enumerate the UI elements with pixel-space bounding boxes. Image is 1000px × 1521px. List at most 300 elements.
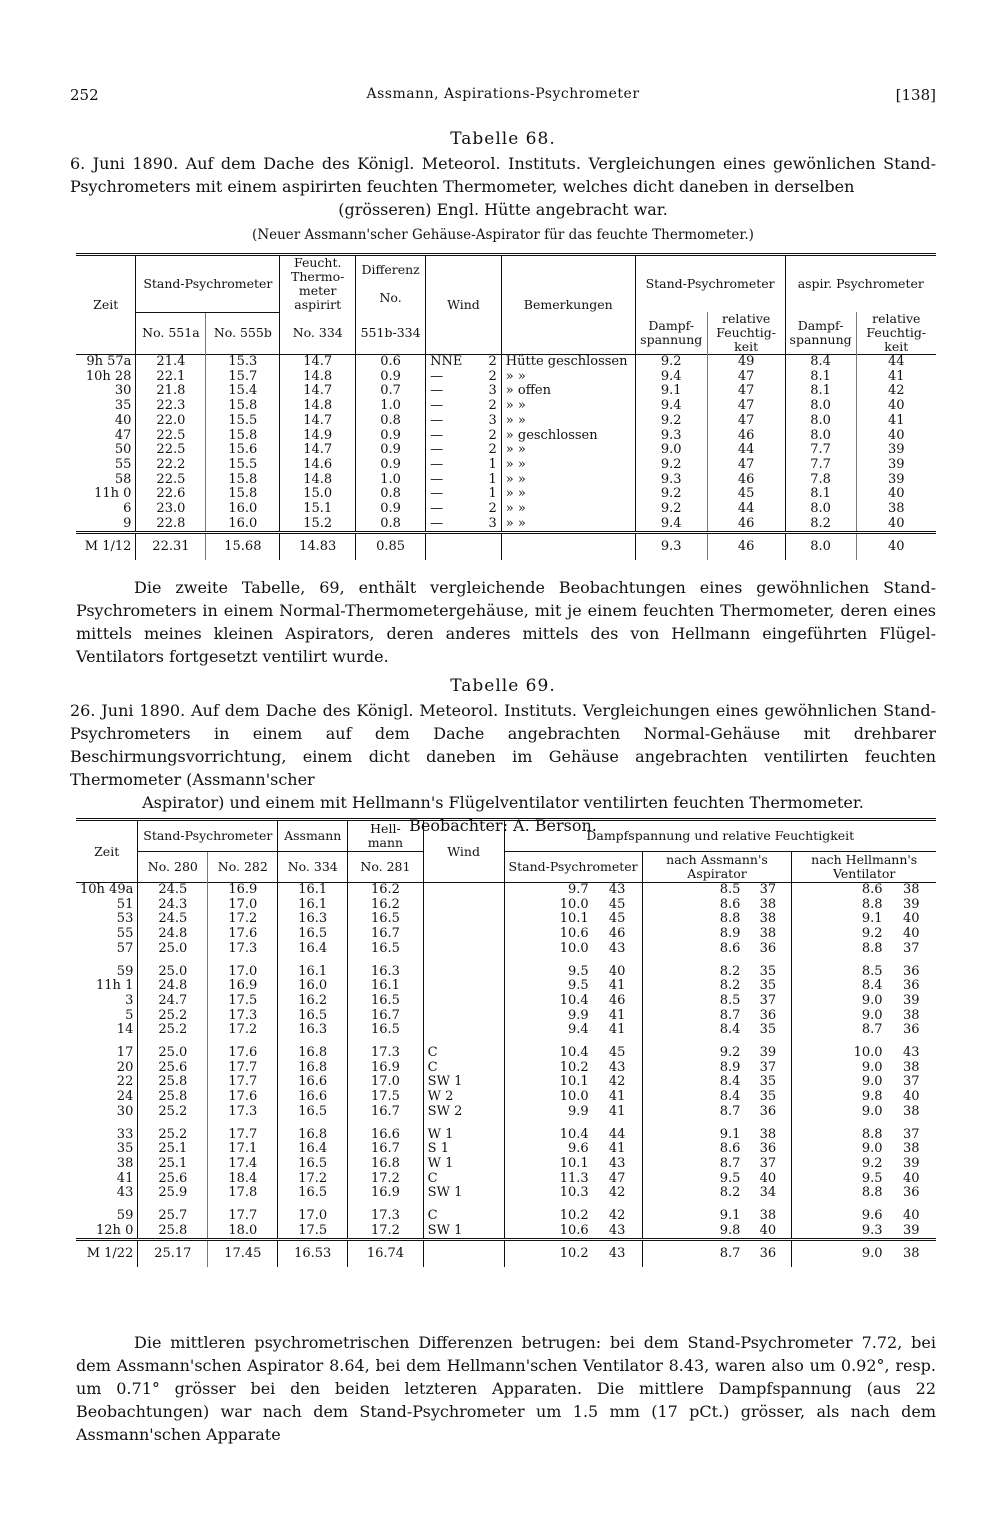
table-cell: 35: [759, 963, 777, 979]
table-cell: 25.9: [138, 1186, 208, 1201]
table-cell: 8.7: [642, 1009, 744, 1024]
page-number: 252: [70, 86, 99, 104]
table-row: [76, 1105, 936, 1120]
table-cell: 10.0: [504, 1090, 593, 1105]
table68-caption-text: 6. Juni 1890. Auf dem Dache des Königl. Meteorol. Instituts. Vergleichungen eines gewönlichen Stand-Psychrometers mit einem aspirirten feuchten Thermometer, welches dicht daneben in derselben: [70, 154, 936, 196]
table-cell: 24.7: [138, 994, 208, 1009]
table-cell: » »: [501, 370, 635, 385]
table-cell: 16.3: [348, 965, 424, 980]
table-cell: 8.4: [792, 979, 887, 994]
table-row: [76, 355, 936, 370]
table-cell: 38: [903, 1059, 920, 1075]
table-cell: 16.9: [348, 1186, 424, 1201]
table-cell: 9.8: [792, 1090, 887, 1105]
table-cell: 5: [125, 1007, 134, 1023]
table-cell: [423, 912, 504, 927]
table-cell: 42: [608, 1185, 626, 1201]
table-cell: 0.9: [356, 443, 426, 458]
table-cell: » geschlossen: [501, 429, 635, 444]
header-stand-psychrometer: Stand-Psychrometer: [136, 255, 280, 313]
table-cell: 17.3: [208, 942, 278, 957]
table-cell: 25.8: [138, 1224, 208, 1240]
table-cell: 8.6: [792, 883, 887, 898]
table-cell: 39: [856, 443, 936, 458]
table-cell: 2: [488, 398, 497, 414]
table-cell: 16.7: [348, 927, 424, 942]
mean-cell: 38: [903, 1246, 920, 1262]
table-cell: 8.8: [792, 898, 887, 913]
table-cell: 15.7: [206, 370, 280, 385]
header69-stand: Stand-Psychrometer: [138, 820, 278, 852]
table-cell: 43: [608, 1059, 626, 1075]
table-cell: 25.0: [138, 965, 208, 980]
table-cell: 51: [116, 896, 134, 912]
table-cell: 14.9: [280, 429, 356, 444]
table-row: [76, 1075, 936, 1090]
table-cell: 22.1: [136, 370, 206, 385]
table-cell: 16.3: [278, 912, 348, 927]
table-cell: [423, 979, 504, 994]
table-cell: 40: [903, 1089, 920, 1105]
header69-wind: Wind: [423, 820, 504, 883]
table-cell: 44: [856, 355, 936, 370]
table69-caption: [70, 699, 936, 837]
table-cell: 40: [759, 1170, 777, 1186]
table-cell: 17.3: [348, 1046, 424, 1061]
table-cell: 11h 0: [94, 486, 132, 502]
table-cell: 17.3: [348, 1209, 424, 1224]
table-cell: 16.8: [348, 1157, 424, 1172]
table-cell: 3: [488, 383, 497, 399]
header69-dampf: Dampfspannung und relative Feuchtigkeit: [504, 820, 936, 852]
table-cell: 16.5: [348, 994, 424, 1009]
mean-row: [76, 1240, 936, 1268]
table-cell: 8.0: [785, 414, 856, 429]
table-cell: » »: [501, 517, 635, 533]
table-row: [76, 994, 936, 1009]
table-cell: 17.6: [208, 1090, 278, 1105]
table-cell: 17.6: [208, 927, 278, 942]
table-cell: 8.9: [642, 1061, 744, 1076]
table-cell: 16.0: [278, 979, 348, 994]
header-wind: Wind: [426, 255, 502, 355]
header69-assmann: Assmann: [278, 820, 348, 852]
table-cell: 41: [608, 1089, 626, 1105]
table-cell: Hütte geschlossen: [501, 355, 635, 370]
table-cell: 44: [707, 502, 785, 517]
table-row: [76, 1009, 936, 1024]
table-cell: 15.2: [280, 517, 356, 533]
table-cell: 25.2: [138, 1009, 208, 1024]
table-cell: 43: [608, 1155, 626, 1171]
table-cell: NNE: [426, 355, 470, 370]
table-cell: 39: [759, 1045, 777, 1061]
table-cell: 3: [488, 515, 497, 531]
table-cell: 25.8: [138, 1075, 208, 1090]
table-cell: [423, 927, 504, 942]
table-cell: 47: [707, 384, 785, 399]
paragraph-1: Die zweite Tabelle, 69, enthält vergleichende Beobachtungen eines gewöhnlichen Stand-Psychrometers in einem Normal-Thermometergehäuse, mit je einem feuchten Thermometer, deren eines mittels meines kleinen Aspirators, deren anderes mittels des von Hellmann eingeführten Flügel-Ventilators fortgesetzt ventilirt wurde.: [76, 578, 936, 666]
table-cell: 24.5: [138, 883, 208, 898]
table-cell: 37: [903, 1074, 920, 1090]
table-cell: 14.7: [280, 443, 356, 458]
mean-cell: 9.3: [635, 533, 707, 561]
table-cell: 47: [608, 1170, 626, 1186]
table-cell: 17.7: [208, 1061, 278, 1076]
table-cell: 15.3: [206, 355, 280, 370]
table-cell: 43: [608, 882, 626, 897]
table-row: [76, 487, 936, 502]
table-cell: 40: [856, 429, 936, 444]
header69-no334: No. 334: [278, 852, 348, 883]
table-cell: 9.2: [635, 414, 707, 429]
table-row: [76, 927, 936, 942]
table-row: [76, 1046, 936, 1061]
table-cell: —: [426, 502, 470, 517]
table-cell: 9.0: [792, 994, 887, 1009]
table-cell: 16.0: [206, 502, 280, 517]
table-cell: —: [426, 414, 470, 429]
header-no555b: No. 555b: [206, 312, 280, 355]
table-row: [76, 1090, 936, 1105]
table-cell: 15.5: [206, 414, 280, 429]
table-cell: 10.4: [504, 1128, 593, 1143]
table-cell: 38: [116, 1155, 134, 1171]
table-cell: [423, 1009, 504, 1024]
table-cell: 9.0: [792, 1075, 887, 1090]
table-cell: 38: [759, 896, 777, 912]
table-cell: 8.6: [642, 1142, 744, 1157]
table-cell: 9h 57a: [86, 354, 132, 369]
table-cell: C: [423, 1061, 504, 1076]
mean-cell: 16.74: [348, 1240, 424, 1268]
table-cell: 17.7: [208, 1128, 278, 1143]
table-cell: 17.7: [208, 1075, 278, 1090]
table-row: [76, 1224, 936, 1240]
table-cell: 10.2: [504, 1209, 593, 1224]
mean-cell: [426, 533, 470, 561]
table-cell: 17.5: [348, 1090, 424, 1105]
table-cell: 37: [759, 882, 777, 897]
table-cell: 17.0: [208, 965, 278, 980]
header-feucht: Feucht. Thermo- meter aspirirt: [280, 255, 356, 313]
table-cell: —: [426, 429, 470, 444]
table-cell: 17.1: [208, 1142, 278, 1157]
table-cell: 46: [707, 473, 785, 488]
table-cell: 8.2: [785, 517, 856, 533]
mean-cell: 8.7: [642, 1240, 744, 1268]
header69-nach-hellmann: nach Hellmann's Ventilator: [792, 852, 936, 883]
table-cell: 16.6: [278, 1090, 348, 1105]
table-cell: 9.5: [504, 979, 593, 994]
table-cell: 0.7: [356, 384, 426, 399]
header-bemerkungen: Bemerkungen: [501, 255, 635, 355]
table-cell: 0.9: [356, 429, 426, 444]
table-cell: 22.3: [136, 399, 206, 414]
table-cell: 9.1: [642, 1209, 744, 1224]
table-cell: [423, 1023, 504, 1038]
table-row: [76, 883, 936, 898]
table-cell: —: [426, 384, 470, 399]
table-cell: 40: [903, 1208, 920, 1224]
header69-no280: No. 280: [138, 852, 208, 883]
table-cell: 43: [608, 1222, 626, 1238]
mean-cell: 40: [856, 533, 936, 561]
mean-cell: 36: [759, 1246, 777, 1262]
table-cell: 45: [608, 911, 626, 927]
table-cell: 41: [608, 1022, 626, 1038]
table-cell: 9.2: [792, 927, 887, 942]
table-cell: 45: [608, 1045, 626, 1061]
table-cell: 17.4: [208, 1157, 278, 1172]
table-cell: 22.8: [136, 517, 206, 533]
header-differenz-label: Differenz: [361, 262, 420, 277]
paragraph-2: Die mittleren psychrometrischen Differenzen betrugen: bei dem Stand-Psychrometer 7.72, bei dem Assmann'schen Aspirator 8.64, bei dem Hellmann'schen Ventilator 8.43, waren also um 0.92°, resp. um 0.71° grösser bei den beiden letzteren Apparaten. Die mittlere Dampfspannung (aus 22 Beobachtungen) war nach dem Stand-Psychrometer um 1.5 mm (17 pCt.) grösser, als nach dem Assmann'schen Apparate: [76, 1333, 936, 1444]
table-cell: 40: [856, 517, 936, 533]
table68: [76, 253, 936, 560]
table-cell: 30: [114, 383, 132, 399]
table-cell: 36: [903, 978, 920, 994]
table-cell: 14.8: [280, 473, 356, 488]
table-cell: 35: [114, 398, 132, 414]
table-cell: 55: [116, 926, 134, 942]
table-cell: » »: [501, 458, 635, 473]
table-cell: 14.8: [280, 370, 356, 385]
table-cell: 59: [116, 963, 134, 979]
table-cell: [423, 994, 504, 1009]
table-cell: 15.8: [206, 487, 280, 502]
group-spacer: [76, 957, 936, 965]
table-cell: 57: [116, 940, 134, 956]
table-cell: 40: [114, 412, 132, 428]
table-cell: 17.2: [348, 1224, 424, 1240]
table69-caption-text: 26. Juni 1890. Auf dem Dache des Königl. Meteorol. Instituts. Vergleichungen eines gewöhnlichen Stand-Psychrometers in einem auf dem Dache angebrachten Normal-Gehäuse mit drehbarer Beschirmungsvorrichtung, einem dicht daneben im Gehäuse angebrachten ventilirten feuchten Thermometer (Assmann'scher: [70, 701, 936, 789]
table-cell: 10.3: [504, 1186, 593, 1201]
table69: [76, 818, 936, 1267]
table-cell: 16.5: [278, 1105, 348, 1120]
table-cell: 8.5: [642, 994, 744, 1009]
table-cell: 9.1: [792, 912, 887, 927]
table-cell: 16.5: [348, 912, 424, 927]
table-cell: 9.2: [635, 355, 707, 370]
table-cell: 9.9: [504, 1009, 593, 1024]
table-cell: 0.8: [356, 487, 426, 502]
table-row: [76, 1142, 936, 1157]
table-cell: 17.5: [278, 1224, 348, 1240]
table-cell: 16.5: [278, 927, 348, 942]
table-cell: 41: [856, 370, 936, 385]
table-cell: 40: [856, 487, 936, 502]
table-cell: 9.4: [635, 370, 707, 385]
group-spacer: [76, 1038, 936, 1046]
table-cell: 1: [488, 471, 497, 487]
table-cell: 39: [903, 992, 920, 1008]
header-stand-psychrometer-2: Stand-Psychrometer: [635, 255, 785, 313]
table-cell: 15.5: [206, 458, 280, 473]
table-cell: 14: [116, 1022, 134, 1038]
table-cell: 22.5: [136, 443, 206, 458]
table-cell: 15.8: [206, 399, 280, 414]
table-cell: 43: [608, 940, 626, 956]
table-cell: 10.0: [504, 898, 593, 913]
table-cell: 9.9: [504, 1105, 593, 1120]
table-cell: 23.0: [136, 502, 206, 517]
table-cell: 10.4: [504, 1046, 593, 1061]
table-cell: 9.5: [504, 965, 593, 980]
table-cell: 8.7: [642, 1105, 744, 1120]
table-cell: 41: [608, 1141, 626, 1157]
table-cell: 41: [608, 978, 626, 994]
table-cell: 39: [903, 1222, 920, 1238]
table-cell: 37: [759, 992, 777, 1008]
table-cell: 18.0: [208, 1224, 278, 1240]
table-cell: 45: [608, 896, 626, 912]
table-cell: 24.8: [138, 927, 208, 942]
table-cell: 10.0: [504, 942, 593, 957]
table-cell: SW 1: [423, 1075, 504, 1090]
table-cell: 17.0: [348, 1075, 424, 1090]
table-cell: 16.5: [348, 942, 424, 957]
table-cell: 9.4: [635, 517, 707, 533]
table-cell: 10.1: [504, 1075, 593, 1090]
table-cell: 16.8: [278, 1061, 348, 1076]
table-row: [76, 965, 936, 980]
table-cell: C: [423, 1046, 504, 1061]
table-cell: 15.1: [280, 502, 356, 517]
table-cell: 2: [488, 354, 497, 369]
table-cell: 8.1: [785, 370, 856, 385]
table-cell: 9.8: [642, 1224, 744, 1240]
table-cell: 24.8: [138, 979, 208, 994]
table-cell: 36: [903, 1022, 920, 1038]
table-cell: 25.1: [138, 1142, 208, 1157]
table-cell: 16.1: [278, 883, 348, 898]
header-aspir: aspir. Psychrometer: [785, 255, 936, 313]
table-cell: 1.0: [356, 399, 426, 414]
table-row: [76, 458, 936, 473]
table-row: [76, 473, 936, 488]
table-cell: 47: [707, 458, 785, 473]
page-header: [70, 86, 936, 110]
table-cell: 40: [856, 399, 936, 414]
table-cell: 36: [903, 1185, 920, 1201]
table-cell: 36: [759, 940, 777, 956]
table-cell: 7.8: [785, 473, 856, 488]
table-cell: 9.3: [635, 429, 707, 444]
table-cell: 10.0: [792, 1046, 887, 1061]
table-cell: 53: [116, 911, 134, 927]
table-cell: 17.8: [208, 1186, 278, 1201]
table-cell: 43: [116, 1185, 134, 1201]
table-cell: 8.4: [642, 1023, 744, 1038]
header-no551a: No. 551a: [136, 312, 206, 355]
table-row: [76, 384, 936, 399]
table-cell: 8.1: [785, 384, 856, 399]
table-cell: —: [426, 473, 470, 488]
table-row: [76, 898, 936, 913]
table-cell: 25.1: [138, 1157, 208, 1172]
table-cell: 24: [116, 1089, 134, 1105]
table-cell: 41: [608, 1007, 626, 1023]
table-cell: 22.2: [136, 458, 206, 473]
mean-cell: 22.31: [136, 533, 206, 561]
table-cell: 8.6: [642, 942, 744, 957]
table-row: [76, 1061, 936, 1076]
table-cell: 16.4: [278, 1142, 348, 1157]
table-cell: 8.8: [792, 1128, 887, 1143]
table-cell: 0.6: [356, 355, 426, 370]
table-cell: » »: [501, 443, 635, 458]
table-cell: 9.1: [635, 384, 707, 399]
table-cell: 11h 1: [96, 978, 134, 994]
table-cell: SW 2: [423, 1105, 504, 1120]
table-cell: 47: [707, 414, 785, 429]
table-cell: 7.7: [785, 443, 856, 458]
table-cell: 9: [123, 515, 132, 531]
table-cell: SW 1: [423, 1224, 504, 1240]
table-cell: 9.2: [642, 1046, 744, 1061]
table-row: [76, 414, 936, 429]
table-cell: 35: [116, 1141, 134, 1157]
table-cell: 17.2: [208, 912, 278, 927]
table-cell: 18.4: [208, 1172, 278, 1187]
table-cell: 17.2: [208, 1023, 278, 1038]
table-cell: 16.0: [206, 517, 280, 533]
table69-title: Tabelle 69.: [450, 676, 556, 696]
table-cell: 40: [903, 926, 920, 942]
table-cell: 34: [759, 1185, 777, 1201]
table-cell: » »: [501, 487, 635, 502]
table-cell: 39: [856, 473, 936, 488]
table-cell: 7.7: [785, 458, 856, 473]
table69-caption-last: Aspirator) und einem mit Hellmann's Flügelventilator ventilirten feuchten Thermometer.: [142, 793, 864, 812]
table-cell: —: [426, 443, 470, 458]
table-cell: 2: [488, 442, 497, 458]
table-cell: 17.2: [278, 1172, 348, 1187]
table-cell: 50: [114, 442, 132, 458]
table-cell: 15.0: [280, 487, 356, 502]
table-cell: 46: [707, 517, 785, 533]
table-row: [76, 1157, 936, 1172]
table-cell: 10.6: [504, 1224, 593, 1240]
table-cell: 9.0: [792, 1009, 887, 1024]
table-cell: 1: [488, 486, 497, 502]
running-title: Assmann, Aspirations-Psychrometer: [366, 86, 640, 102]
table-cell: 8.7: [792, 1023, 887, 1038]
table-cell: 10.2: [504, 1061, 593, 1076]
table-cell: 36: [903, 963, 920, 979]
table-cell: 25.7: [138, 1209, 208, 1224]
table-cell: 9.7: [504, 883, 593, 898]
table-cell: W 1: [423, 1157, 504, 1172]
table-cell: —: [426, 370, 470, 385]
table-cell: 15.4: [206, 384, 280, 399]
table-cell: 8.4: [642, 1075, 744, 1090]
mean-cell: M 1/12: [84, 539, 132, 555]
table-cell: 41: [116, 1170, 134, 1186]
table-cell: 37: [903, 1126, 920, 1142]
table-cell: 49: [707, 355, 785, 370]
table-cell: 0.8: [356, 414, 426, 429]
table-cell: 38: [903, 1141, 920, 1157]
table-cell: 8.0: [785, 429, 856, 444]
table-cell: 16.5: [278, 1009, 348, 1024]
mean-cell: 10.2: [504, 1240, 593, 1268]
table-cell: 35: [759, 978, 777, 994]
table-cell: 10h 49a: [80, 882, 134, 897]
table-cell: 9.3: [792, 1224, 887, 1240]
table-cell: 10.6: [504, 927, 593, 942]
